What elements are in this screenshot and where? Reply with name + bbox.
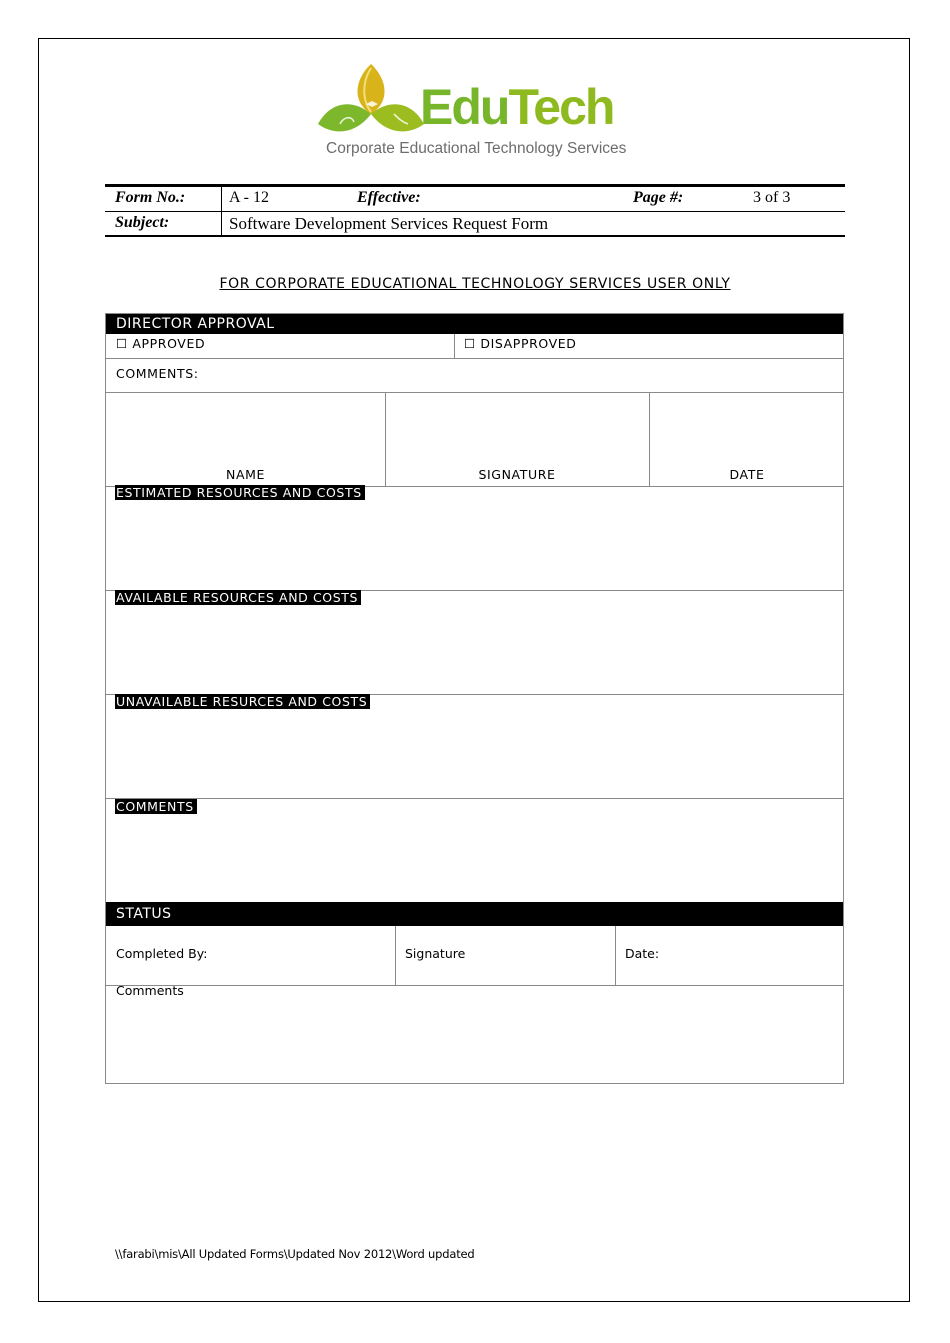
row-divider bbox=[106, 798, 843, 799]
footer-file-path: \\farabi\mis\All Updated Forms\Updated Nov 2012\Word updated bbox=[115, 1247, 475, 1261]
estimated-resources-label: ESTIMATED RESOURCES AND COSTS bbox=[115, 485, 365, 500]
subject-row bbox=[105, 212, 845, 236]
comments-section-label: COMMENTS bbox=[115, 799, 197, 814]
completed-by-label: Completed By: bbox=[116, 946, 208, 961]
status-divider bbox=[615, 926, 616, 985]
subject-value: Software Development Services Request Form bbox=[229, 214, 549, 233]
logo-wordmark: EduTech bbox=[420, 79, 614, 135]
edutech-logo bbox=[316, 62, 646, 162]
page-label: Page #: bbox=[633, 189, 684, 206]
row-divider bbox=[106, 985, 843, 986]
office-use-title: FOR CORPORATE EDUCATIONAL TECHNOLOGY SERVICES USER ONLY bbox=[219, 276, 731, 292]
form-header-table bbox=[105, 184, 845, 237]
row-divider bbox=[106, 392, 843, 393]
status-comments-label: Comments bbox=[116, 983, 184, 998]
name-caption: NAME bbox=[226, 467, 265, 482]
leaf-logo-icon bbox=[316, 62, 426, 142]
status-divider bbox=[395, 926, 396, 985]
director-approval-header: DIRECTOR APPROVAL bbox=[106, 314, 843, 334]
form-header-row bbox=[105, 187, 845, 212]
subject-label: Subject: bbox=[115, 214, 170, 231]
approval-form-table bbox=[105, 313, 844, 1084]
disapproved-checkbox[interactable]: ☐ DISAPPROVED bbox=[464, 336, 577, 351]
row-divider bbox=[106, 358, 843, 359]
header-divider bbox=[221, 187, 222, 235]
status-signature-label: Signature bbox=[405, 946, 466, 961]
form-no-label: Form No.: bbox=[115, 189, 186, 206]
effective-label: Effective: bbox=[357, 189, 421, 206]
status-date-label: Date: bbox=[625, 946, 660, 961]
approval-divider bbox=[454, 334, 455, 358]
page-value: 3 of 3 bbox=[753, 189, 791, 206]
logo-tagline: Corporate Educational Technology Services bbox=[326, 140, 627, 157]
form-no-value: A - 12 bbox=[229, 189, 269, 206]
unavailable-resources-label: UNAVAILABLE RESURCES AND COSTS bbox=[115, 694, 370, 709]
available-resources-label: AVAILABLE RESOURCES AND COSTS bbox=[115, 590, 361, 605]
comments-label: COMMENTS: bbox=[116, 366, 199, 381]
approved-checkbox[interactable]: ☐ APPROVED bbox=[116, 336, 206, 351]
signature-caption: SIGNATURE bbox=[478, 467, 556, 482]
status-header: STATUS bbox=[106, 902, 843, 926]
date-caption: DATE bbox=[729, 467, 765, 482]
